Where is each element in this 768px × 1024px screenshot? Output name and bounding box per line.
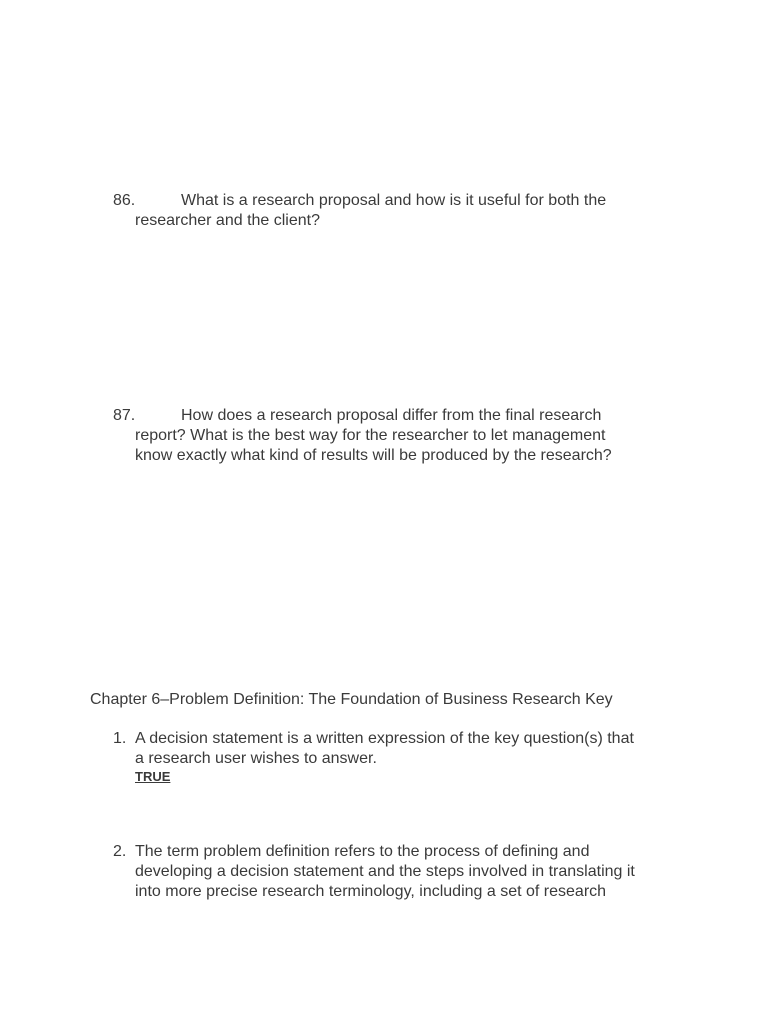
- question-number: 86.: [113, 192, 136, 209]
- item-text: into more precise research terminology, including a set of research: [135, 883, 607, 900]
- item-number: 2.: [113, 843, 127, 860]
- question-text: How does a research proposal differ from the final research: [181, 407, 602, 424]
- chapter-title: Chapter 6–Problem Definition: The Foundation of Business Research Key: [90, 691, 613, 708]
- item-text: a research user wishes to answer.: [135, 750, 377, 767]
- question-text: researcher and the client?: [135, 212, 320, 229]
- question-text: report? What is the best way for the researcher to let management: [135, 427, 606, 444]
- question-number: 87.: [113, 407, 136, 424]
- item-number: 1.: [113, 730, 127, 747]
- question-86: [113, 191, 673, 231]
- item-text: developing a decision statement and the steps involved in translating it: [135, 863, 635, 880]
- question-text: know exactly what kind of results will be produced by the research?: [135, 447, 612, 464]
- item-body: [135, 729, 634, 785]
- item-body: [135, 842, 635, 902]
- item-text: A decision statement is a written expression of the key question(s) that: [135, 730, 634, 747]
- question-first-line: [113, 191, 673, 211]
- answer-label: TRUE: [135, 769, 171, 784]
- question-87: [113, 406, 673, 466]
- question-first-line: [113, 406, 673, 426]
- question-text: What is a research proposal and how is it useful for both the: [181, 192, 607, 209]
- item-text: The term problem definition refers to the process of defining and: [135, 843, 590, 860]
